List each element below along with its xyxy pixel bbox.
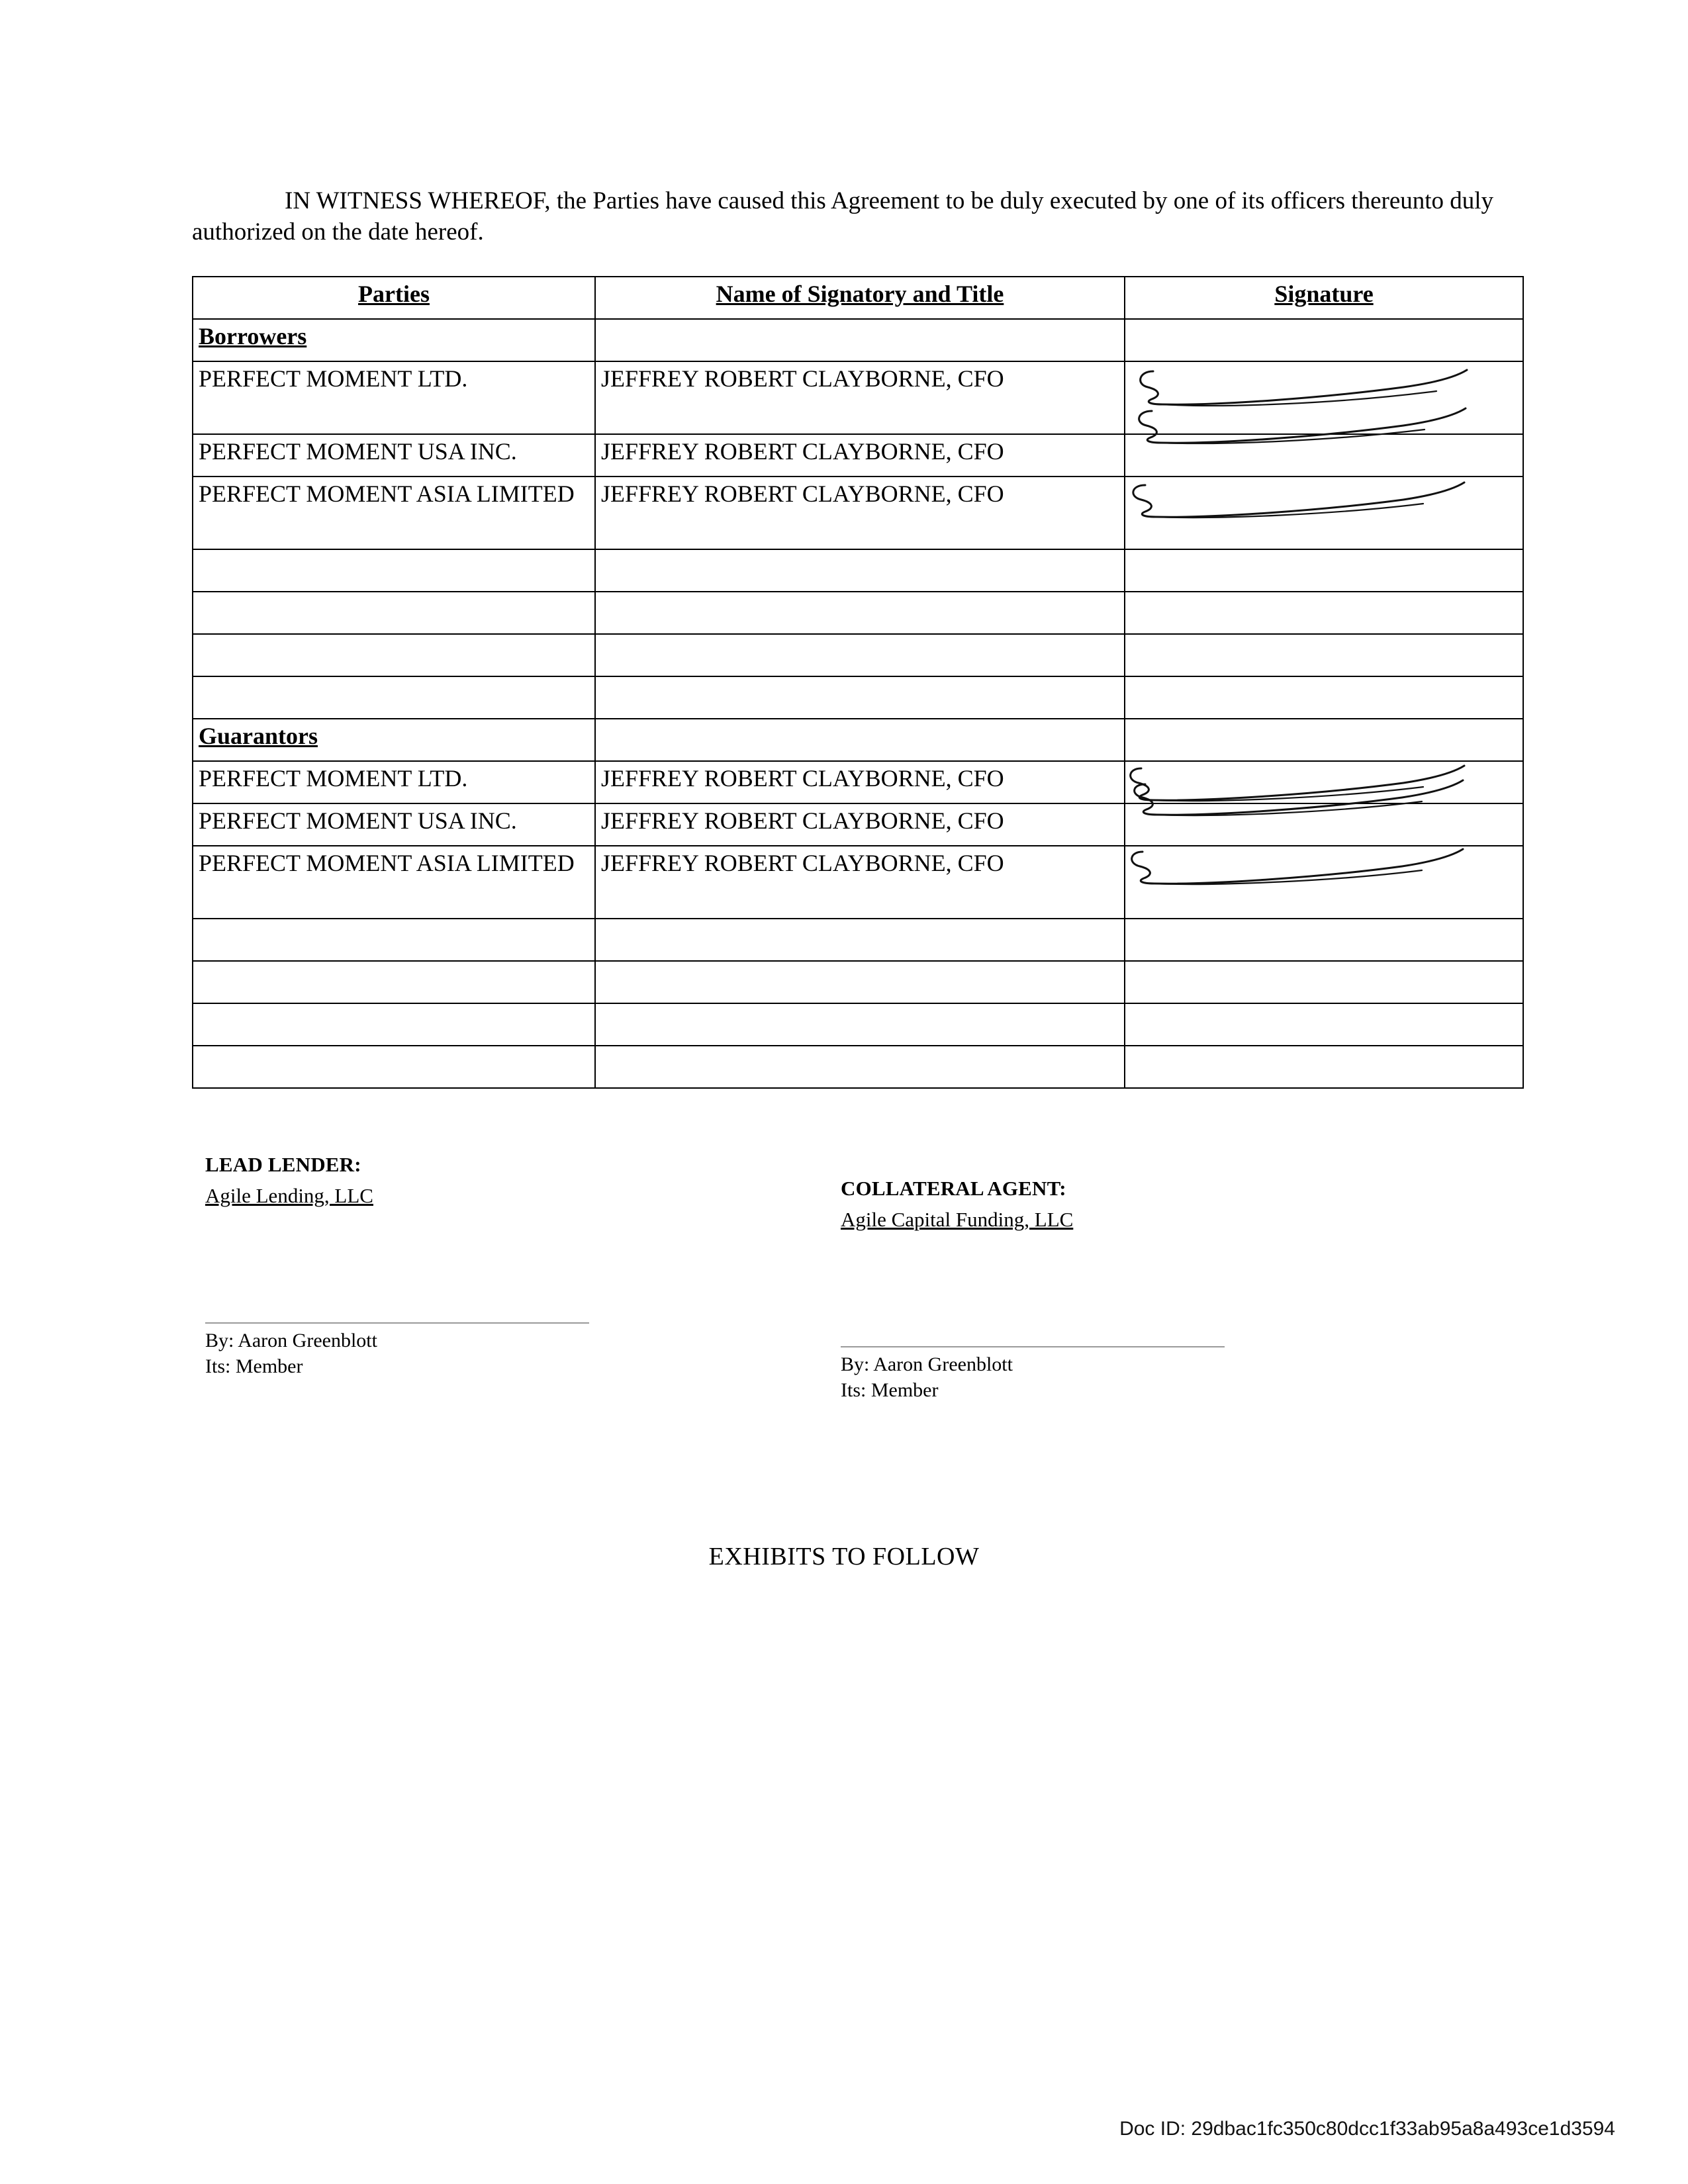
party-cell <box>193 961 595 1003</box>
signature-mark <box>1125 362 1523 433</box>
block-entity-name: Agile Capital Funding, LLC <box>841 1207 1074 1231</box>
signature-cell[interactable] <box>1125 761 1523 803</box>
table-header-row <box>193 277 1523 319</box>
signatory-cell <box>595 549 1125 592</box>
signature-cell[interactable] <box>1125 1003 1523 1046</box>
block-its: Its: Member <box>205 1355 303 1378</box>
party-cell: PERFECT MOMENT USA INC. <box>193 803 595 846</box>
block-by: By: Aaron Greenblott <box>841 1353 1013 1375</box>
signature-mark <box>1125 762 1523 803</box>
block-role-label: LEAD LENDER: <box>205 1153 361 1176</box>
signatory-cell <box>595 1003 1125 1046</box>
signature-cell[interactable] <box>1125 676 1523 719</box>
party-cell <box>193 1003 595 1046</box>
signatory-cell: JEFFREY ROBERT CLAYBORNE, CFO <box>595 846 1125 919</box>
signature-mark <box>1125 477 1523 549</box>
table-row <box>193 361 1523 434</box>
column-header-signatory: Name of Signatory and Title <box>595 277 1125 319</box>
signatory-cell <box>595 919 1125 961</box>
table-row <box>193 592 1523 634</box>
column-header-parties: Parties <box>193 277 595 319</box>
signatory-cell: JEFFREY ROBERT CLAYBORNE, CFO <box>595 477 1125 549</box>
table-row <box>193 761 1523 803</box>
block-role-label: COLLATERAL AGENT: <box>841 1177 1066 1200</box>
column-header-signature: Signature <box>1125 277 1523 319</box>
block-by: By: Aaron Greenblott <box>205 1329 377 1351</box>
signatory-cell: JEFFREY ROBERT CLAYBORNE, CFO <box>595 761 1125 803</box>
document-content <box>192 185 1523 1089</box>
signatory-cell <box>595 676 1125 719</box>
signatory-cell <box>595 592 1125 634</box>
party-cell <box>193 549 595 592</box>
signature-cell[interactable] <box>1125 477 1523 549</box>
party-cell: PERFECT MOMENT LTD. <box>193 761 595 803</box>
table-row <box>193 319 1523 361</box>
party-cell <box>193 676 595 719</box>
signature-cell[interactable] <box>1125 549 1523 592</box>
party-cell: PERFECT MOMENT LTD. <box>193 361 595 434</box>
group-label-guarantors: Guarantors <box>193 719 595 761</box>
signature-cell[interactable] <box>1125 919 1523 961</box>
table-row <box>193 676 1523 719</box>
signature-cell[interactable] <box>1125 1046 1523 1088</box>
table-row <box>193 961 1523 1003</box>
signature-mark <box>1125 435 1523 476</box>
party-cell: PERFECT MOMENT ASIA LIMITED <box>193 477 595 549</box>
party-cell <box>193 1046 595 1088</box>
signature-mark <box>1125 804 1523 845</box>
intro-text: IN WITNESS WHEREOF, the Parties have caused this Agreement to be duly executed by one of its officers thereunto duly authorized on the date hereof. <box>192 187 1494 246</box>
signatory-cell <box>595 961 1125 1003</box>
block-entity-name: Agile Lending, LLC <box>205 1183 373 1207</box>
signature-cell[interactable] <box>1125 592 1523 634</box>
party-cell <box>193 634 595 676</box>
party-cell <box>193 592 595 634</box>
signatory-cell <box>595 634 1125 676</box>
group-signatory-blank <box>595 719 1125 761</box>
signature-mark <box>1125 846 1523 918</box>
table-row <box>193 719 1523 761</box>
group-signature-blank <box>1125 719 1523 761</box>
signature-table <box>192 276 1524 1089</box>
table-row <box>193 477 1523 549</box>
signature-cell[interactable] <box>1125 961 1523 1003</box>
group-signatory-blank <box>595 319 1125 361</box>
group-signature-blank <box>1125 319 1523 361</box>
party-cell: PERFECT MOMENT ASIA LIMITED <box>193 846 595 919</box>
table-row <box>193 846 1523 919</box>
signature-line[interactable] <box>205 1322 589 1324</box>
table-row <box>193 1003 1523 1046</box>
intro-paragraph <box>192 185 1523 248</box>
party-cell <box>193 919 595 961</box>
signature-cell[interactable] <box>1125 434 1523 477</box>
table-row <box>193 1046 1523 1088</box>
group-label-borrowers: Borrowers <box>193 319 595 361</box>
signatory-cell <box>595 1046 1125 1088</box>
block-its: Its: Member <box>841 1379 939 1402</box>
party-cell: PERFECT MOMENT USA INC. <box>193 434 595 477</box>
signature-cell[interactable] <box>1125 803 1523 846</box>
table-row <box>193 634 1523 676</box>
signatory-cell: JEFFREY ROBERT CLAYBORNE, CFO <box>595 434 1125 477</box>
signature-blocks <box>192 1152 1523 1416</box>
signature-block-lead-lender <box>205 1152 589 1380</box>
table-row <box>193 434 1523 477</box>
table-row <box>193 803 1523 846</box>
signature-cell[interactable] <box>1125 361 1523 434</box>
signature-cell[interactable] <box>1125 634 1523 676</box>
signature-cell[interactable] <box>1125 846 1523 919</box>
signature-line[interactable] <box>841 1346 1225 1347</box>
signatory-cell: JEFFREY ROBERT CLAYBORNE, CFO <box>595 803 1125 846</box>
table-row <box>193 549 1523 592</box>
doc-id-footer: Doc ID: 29dbac1fc350c80dcc1f33ab95a8a493ce1d3594 <box>1119 2118 1615 2140</box>
table-row <box>193 919 1523 961</box>
exhibits-note: EXHIBITS TO FOLLOW <box>708 1543 980 1570</box>
signature-block-collateral-agent <box>841 1175 1225 1404</box>
signatory-cell: JEFFREY ROBERT CLAYBORNE, CFO <box>595 361 1125 434</box>
